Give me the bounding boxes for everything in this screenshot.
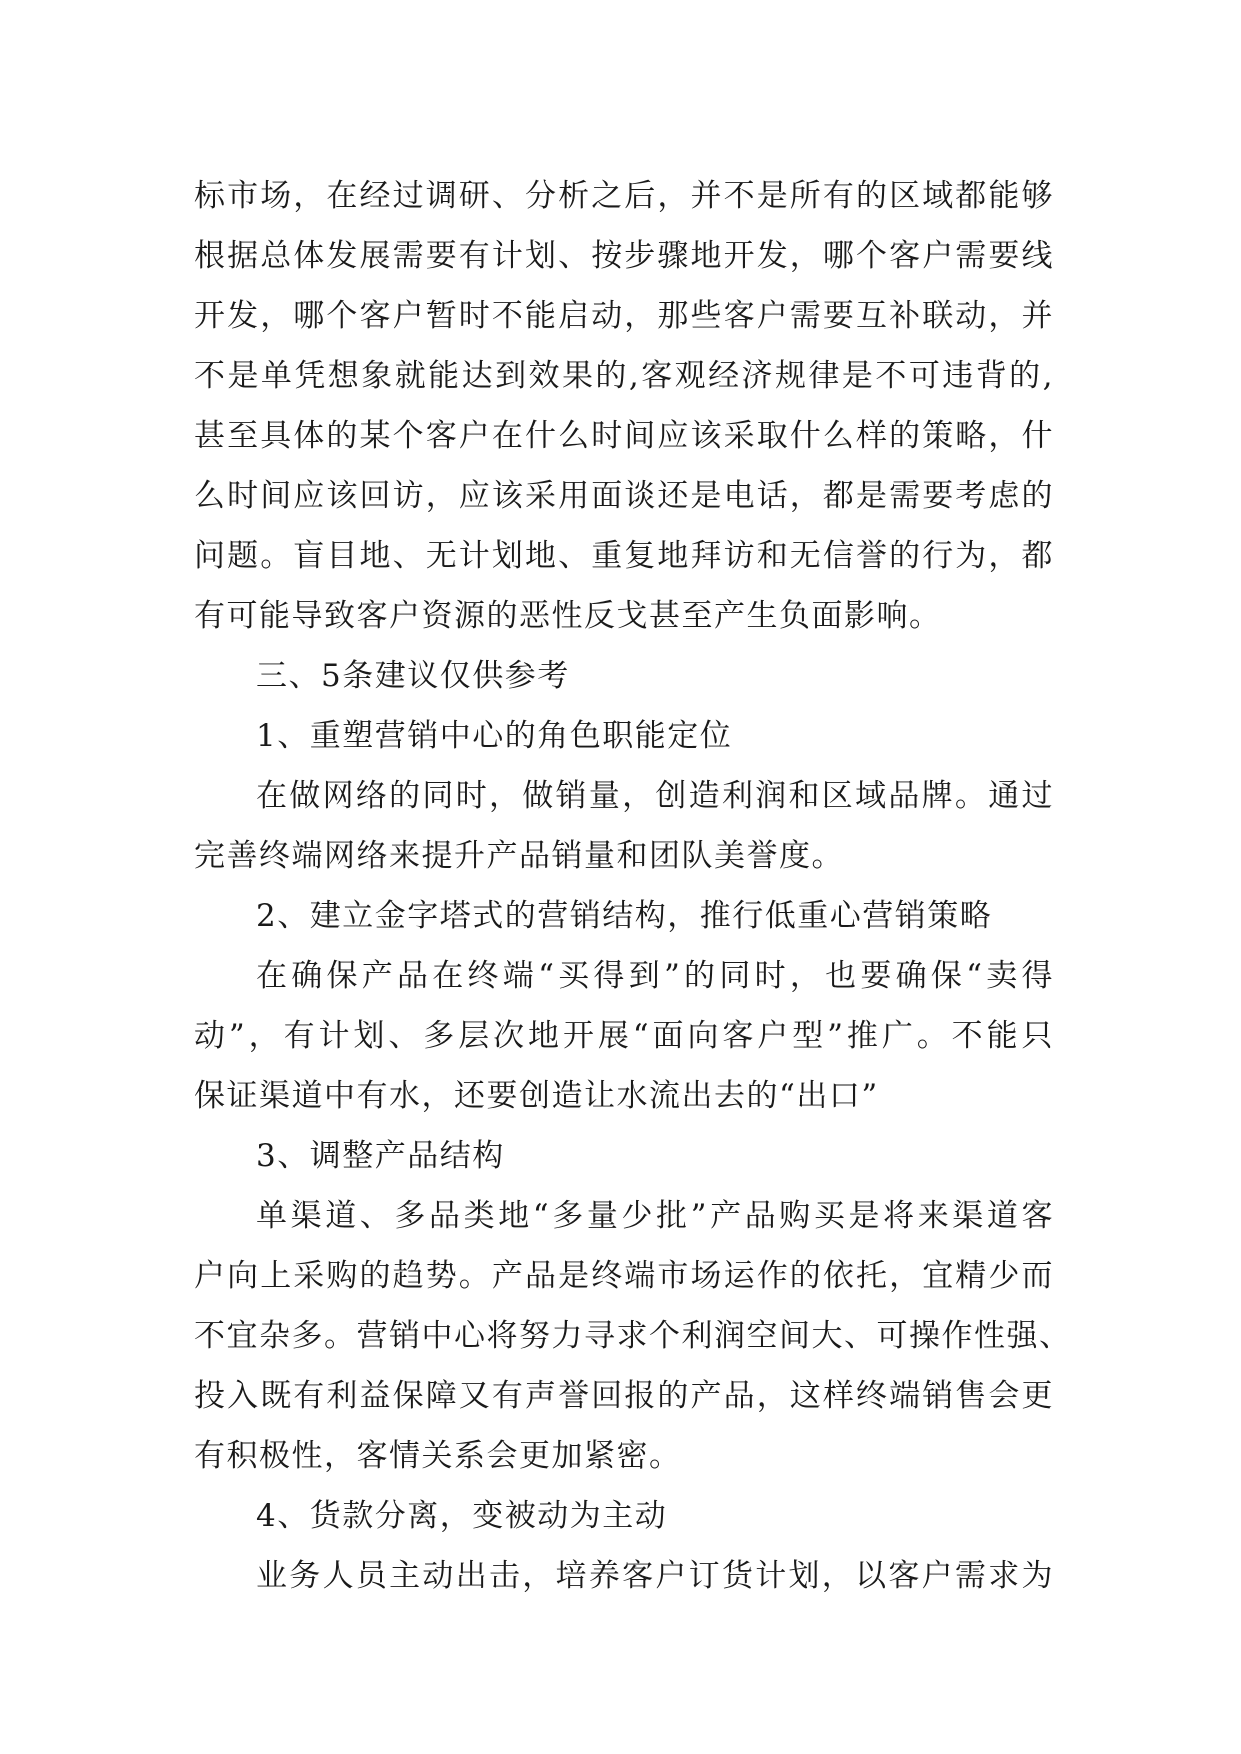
text-line: 有可能导致客户资源的恶性反戈甚至产生负面影响。 <box>194 598 942 634</box>
document-body <box>194 166 1072 1606</box>
text-line: 问题。盲目地、无计划地、重复地拜访和无信誉的行为，都 <box>194 538 1054 574</box>
text-line: 户向上采购的趋势。产品是终端市场运作的依托，宜精少而 <box>194 1258 1054 1294</box>
text-line: 在做网络的同时，做销量，创造利润和区域品牌。通过 <box>256 778 1054 814</box>
text-line: 不是单凭想象就能达到效果的,客观经济规律是不可违背的, <box>194 358 1054 394</box>
text-line: 保证渠道中有水，还要创造让水流出去的“出口” <box>194 1078 879 1114</box>
text-line: 开发，哪个客户暂时不能启动，那些客户需要互补联动，并 <box>194 298 1054 334</box>
text-line: 标市场，在经过调研、分析之后，并不是所有的区域都能够 <box>194 178 1054 214</box>
subsection-heading: 4、货款分离，变被动为主动 <box>256 1498 668 1534</box>
text-line: 根据总体发展需要有计划、按步骤地开发，哪个客户需要线 <box>194 238 1054 274</box>
text-line: 完善终端网络来提升产品销量和团队美誉度。 <box>194 838 844 874</box>
text-line: 单渠道、多品类地“多量少批”产品购买是将来渠道客 <box>256 1198 1054 1234</box>
section-heading: 三、5条建议仅供参考 <box>256 658 570 694</box>
subsection-heading: 2、建立金字塔式的营销结构，推行低重心营销策略 <box>256 898 993 934</box>
text-line: 么时间应该回访，应该采用面谈还是电话，都是需要考虑的 <box>194 478 1054 514</box>
text-line: 动”，有计划、多层次地开展“面向客户型”推广。不能只 <box>194 1018 1054 1054</box>
subsection-heading: 3、调整产品结构 <box>256 1138 505 1174</box>
text-line: 业务人员主动出击，培养客户订货计划，以客户需求为 <box>256 1558 1054 1594</box>
text-line: 甚至具体的某个客户在什么时间应该采取什么样的策略，什 <box>194 418 1054 454</box>
subsection-heading: 1、重塑营销中心的角色职能定位 <box>256 718 733 754</box>
text-line: 投入既有利益保障又有声誉回报的产品，这样终端销售会更 <box>194 1378 1054 1414</box>
text-line: 不宜杂多。营销中心将努力寻求个利润空间大、可操作性强、 <box>194 1318 1072 1354</box>
text-line: 有积极性，客情关系会更加紧密。 <box>194 1438 682 1474</box>
text-line: 在确保产品在终端“买得到”的同时，也要确保“卖得 <box>256 958 1054 994</box>
